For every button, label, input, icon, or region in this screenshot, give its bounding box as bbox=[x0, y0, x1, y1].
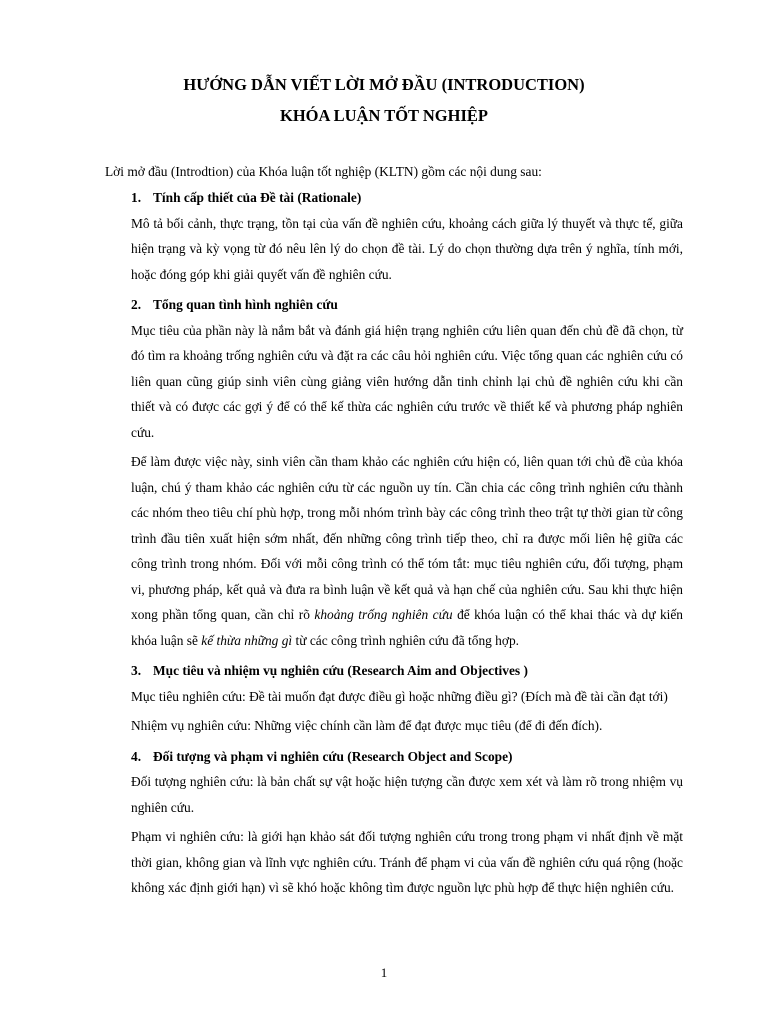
section-2-paragraph-1: Mục tiêu của phần này là nắm bắt và đánh giá hiện trạng nghiên cứu liên quan đến chủ đề đã chọn, từ đó tìm ra khoảng trống nghiên cứu và đặt ra các câu hỏi nghiên cứu. Việc tổng quan các nghiên cứu có liên quan cũng giúp sinh viên cùng giảng viên hướng dẫn tinh chỉnh lại chủ đề nghiên cứu khi cần thiết và có được các gợi ý để có thể kế thừa các nghiên cứu trước về thiết kế và phương pháp nghiên cứu. bbox=[131, 322, 683, 440]
title-line-2: KHÓA LUẬN TỐT NGHIỆP bbox=[280, 106, 488, 125]
section-1-heading: 1. Tính cấp thiết của Đề tài (Rationale) bbox=[131, 190, 362, 205]
section-3-heading: 3. Mục tiêu và nhiệm vụ nghiên cứu (Research Aim and Objectives ) bbox=[131, 663, 528, 678]
page-number: 1 bbox=[380, 965, 388, 980]
italic-inherit: kế thừa những gì bbox=[201, 632, 293, 648]
section-2-heading: 2. Tổng quan tình hình nghiên cứu bbox=[131, 297, 338, 312]
italic-research-gap: khoảng trống nghiên cứu bbox=[314, 607, 453, 622]
section-4-heading: 4. Đối tượng và phạm vi nghiên cứu (Research Object and Scope) bbox=[131, 748, 513, 764]
section-3-paragraph-2: Nhiệm vụ nghiên cứu: Những việc chính cần làm để đạt được mục tiêu (để đi đến đích). bbox=[131, 718, 603, 733]
section-2-paragraph-2: Để làm được việc này, sinh viên cần tham khảo các nghiên cứu hiện có, liên quan tới chủ đề của khóa luận, chú ý tham khảo các nghiên cứu từ các nguồn uy tín. Cần chia các công trình nghiên cứu thành các nhóm theo tiêu chí phù hợp, trong mỗi nhóm trình bày các công trình theo trật tự thời gian từ công trình đầu tiên xuất hiện sớm nhất, đến những công trình tiếp theo, chỉ ra được mối liên hệ giữa các công trình trong nhóm. Đối với mỗi công trình có thể tóm tắt: mục tiêu nghiên cứu, đối tượng, phạm vi, phương pháp, kết quả và đưa ra bình luận về kết quả và hạn chế của nghiên cứu. Sau khi thực hiện xong phần tổng quan, cần chỉ rõ khoảng trống nghiên cứu để khóa luận có thể khai thác và dự kiến khóa luận sẽ kế thừa những gì từ các công trình nghiên cứu đã tổng hợp. bbox=[131, 454, 684, 648]
title-line-1: HƯỚNG DẪN VIẾT LỜI MỞ ĐẦU (INTRODUCTION) bbox=[183, 75, 585, 94]
section-3-paragraph-1: Mục tiêu nghiên cứu: Đề tài muốn đạt được điều gì hoặc những điều gì? (Đích mà đề tài cần đạt tới) bbox=[131, 688, 668, 704]
section-4-paragraph-1: Đối tượng nghiên cứu: là bản chất sự vật hoặc hiện tượng cần được xem xét và làm rõ trong nhiệm vụ nghiên cứu. bbox=[131, 774, 683, 815]
content-body bbox=[131, 185, 683, 905]
intro-text: Lời mở đầu (Introdtion) của Khóa luận tốt nghiệp (KLTN) gồm các nội dung sau: bbox=[105, 164, 542, 179]
section-1-paragraph: Mô tả bối cảnh, thực trạng, tồn tại của vấn đề nghiên cứu, khoảng cách giữa lý thuyết và thực tế, giữa hiện trạng và kỳ vọng từ đó nêu lên lý do chọn đề tài. Lý do chọn thường dựa trên ý nghĩa, tính mới, hoặc đóng góp khi giải quyết vấn đề nghiên cứu. bbox=[131, 215, 683, 282]
section-4-paragraph-2: Phạm vi nghiên cứu: là giới hạn khảo sát đối tượng nghiên cứu trong trong phạm vi nhất định về mặt thời gian, không gian và lĩnh vực nghiên cứu. Tránh để phạm vi của vấn đề nghiên cứu quá rộng (hoặc không xác định giới hạn) vì sẽ khó hoặc không tìm được nguồn lực phù hợp để thực hiện nghiên cứu. bbox=[131, 829, 683, 895]
